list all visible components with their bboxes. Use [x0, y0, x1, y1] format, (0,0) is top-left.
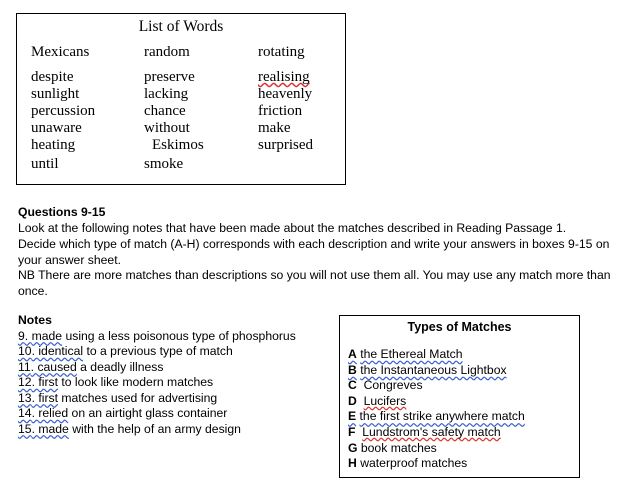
word: Eskimos	[152, 137, 204, 153]
types-of-matches-box	[339, 315, 580, 478]
type-item: H waterproof matches	[348, 456, 468, 471]
note-item: 13. first matches used for advertising	[18, 390, 218, 405]
word: rotating	[258, 44, 305, 60]
type-item: E the first strike anywhere match	[348, 409, 525, 424]
type-item: A the Ethereal Match	[348, 347, 463, 361]
word	[258, 69, 313, 86]
note-lead: 10. identical	[18, 344, 84, 358]
word: chance	[144, 103, 186, 119]
note-item: 12. first to look like modern matches	[18, 375, 214, 389]
word: smoke	[144, 156, 184, 172]
types-list	[348, 347, 525, 472]
word: heating	[31, 137, 76, 153]
word-column-3	[258, 44, 313, 154]
questions-instruction-2: Decide which type of match (A-H) corresponds with each description and write your answers in boxes 9-15 on your answer sheet.	[18, 237, 610, 267]
type-item: F Lundstrom's safety match	[348, 424, 501, 439]
word-list-title: List of Words	[138, 18, 224, 35]
word-column-1	[31, 44, 95, 173]
word: unaware	[31, 120, 82, 136]
type-item: B the Instantaneous Lightbox	[348, 362, 507, 377]
note-item: 14. relied on an airtight glass container	[18, 406, 228, 420]
questions-instruction-3: NB There are more matches than descriptions so you will not use them all. You may use any match more than once.	[18, 268, 611, 298]
word: surprised	[258, 137, 313, 153]
notes-section	[18, 313, 296, 437]
questions-heading: Questions 9-15	[18, 205, 106, 219]
word: percussion	[31, 103, 96, 119]
word: preserve	[144, 69, 195, 85]
note-lead: 11. caused	[18, 359, 77, 374]
questions-instruction-1: Look at the following notes that have been made about the matches described in Reading Passage 1.	[18, 221, 567, 235]
word: lacking	[144, 86, 189, 102]
word: without	[144, 120, 190, 136]
note-item: 9. made using a less poisonous type of phosphorus	[18, 328, 296, 343]
type-item: G book matches	[348, 440, 437, 455]
note-lead: 9. made	[18, 328, 63, 343]
word: until	[31, 156, 59, 172]
word-column-2	[144, 44, 204, 173]
word: despite	[31, 69, 74, 85]
word: random	[144, 44, 190, 60]
notes-heading: Notes	[18, 313, 52, 327]
note-item: 11. caused a deadly illness	[18, 359, 164, 374]
types-heading: Types of Matches	[407, 320, 512, 334]
word: Mexicans	[31, 44, 90, 60]
word: friction	[258, 103, 303, 119]
word: sunlight	[31, 86, 80, 102]
note-lead: 15. made	[18, 421, 69, 436]
word-list-box	[16, 13, 346, 185]
note-lead: 12. first	[18, 375, 58, 389]
word-misspelled: realising	[258, 69, 310, 85]
note-item: 15. made with the help of an army design	[18, 421, 241, 436]
type-item: C Congreves	[348, 378, 423, 393]
note-item: 10. identical to a previous type of match	[18, 344, 233, 358]
word: make	[258, 120, 291, 136]
note-lead: 13. first	[18, 390, 58, 405]
type-item: D Lucifers	[348, 393, 407, 408]
word: heavenly	[258, 86, 313, 102]
note-lead: 14. relied	[18, 406, 69, 420]
